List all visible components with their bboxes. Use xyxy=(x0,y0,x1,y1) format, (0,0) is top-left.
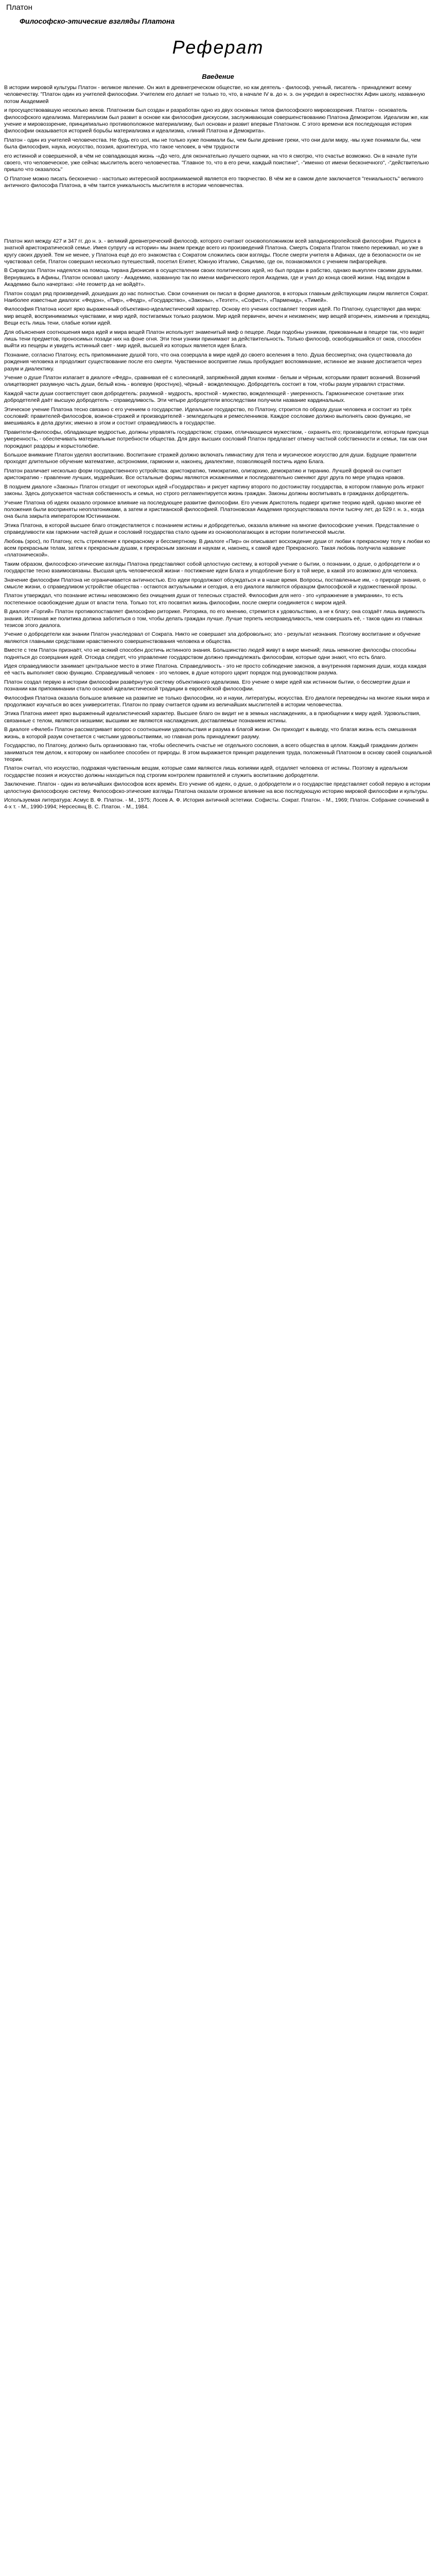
body-paragraph: Каждой части души соответствует своя добродетель: разумной - мудрость, яростной - мужество, вожделеющей - умеренность. Гармоническое сочетание этих добродетелей даёт высшую добродетель - справедливость. Эти четыре добродетели впоследствии получили название кардинальных. xyxy=(4,390,404,404)
body-paragraph: Любовь (эрос), по Платону, есть стремление к прекрасному и бессмертному. В диалоге «Пир» он описывает восхождение души от любви к прекрасному телу к любви ко всем прекрасным телам, затем к прекрасным душам, к прекрасным законам и наукам и, наконец, к самой идее Прекрасного. Такая любовь получила название «платонической». xyxy=(4,538,430,558)
intro-paragraph: Платон - один из учителей человечества. Не будь его ucri, мы не только хуже понимали бы, чем были древние греки, что они дали миру, -мы хуже понимали бы, чем была философия, наука, искусство, поэзия, архитектура, что такое человек, в чём трудности xyxy=(4,137,421,150)
body-section xyxy=(4,238,432,811)
body-paragraph: Философия Платона носит ярко выраженный объективно-идеалистический характер. Основу его учения составляет теория идей. По Платону, существуют два мира: мир вещей, воспринимаемых чувствами, и мир идей, постигаемых только разумом. Мир идей первичен, вечен и неизменен; мир вещей вторичен, изменчив и преходящ. Вещи есть лишь тени, слабые копии идей. xyxy=(4,306,431,327)
intro-paragraph: и просуществовавшую несколько веков. Платонизм был создан и разработан одно из двух основных типов философского мировоззрения. Платон - основатель философского идеализма. Материализм был развит в основе как философия дискуссии, заслуживающая совершенствованию Платона Демокритом. Идеализм же, как учение и мировоззрение, принципиально противоположное материализму, был основан и развит впервые Платоном. С этого времени вся последующая история философии оказывается историей борьбы материализма и идеализма, «линий Платона и Демокрита». xyxy=(4,107,428,134)
body-paragraph: Этическое учение Платона тесно связано с его учением о государстве. Идеальное государство, по Платону, строится по образу души человека и состоит из трёх сословий: правителей-философов, воинов-стражей и производителей - земледельцев и ремесленников. Каждое сословие должно выполнять свою функцию, не вмешиваясь в дела других; именно в этом и состоит справедливость в государстве. xyxy=(4,406,412,427)
body-paragraph: Познание, согласно Платону, есть припоминание душой того, что она созерцала в мире идей до своего вселения в тело. Душа бессмертна; она существовала до рождения человека и продолжит существование после его смерти. Чувственное восприятие лишь пробуждает воспоминание, истинное же знание достигается через разум и диалектику. xyxy=(4,351,422,372)
body-paragraph: Правители-философы, обладающие мудростью, должны управлять государством; стражи, отличающиеся мужеством, - охранять его; производители, которым присуща умеренность, - обеспечивать материальные потребности общества. Для двух высших сословий Платон предлагает отмену частной собственности и семьи, так как они порождают раздоры и корыстолюбие. xyxy=(4,429,429,449)
body-paragraph: Вместе с тем Платон признаёт, что не всякий способен достичь истинного знания. Большинство людей живут в мире мнений; лишь немногие философы способны подняться до созерцания идей. Отсюда следует, что управление государством должно принадлежать философам, которые одни знают, что есть благо. xyxy=(4,647,416,660)
body-paragraph: Платон создал ряд произведений, дошедших до нас полностью. Свои сочинения он писал в форме диалогов, в которых главным действующим лицом является Сократ. Наиболее известные диалоги: «Федон», «Пир», «Федр», «Государство», «Законы», «Теэтет», «Софист», «Парменид», «Тимей». xyxy=(4,290,429,303)
body-paragraph: Используемая литература: Асмус В. Ф. Платон. - М., 1975; Лосев А. Ф. История античной эстетики. Софисты. Сократ. Платон. - М., 1969; Платон. Собрание сочинений в 4-х т. - М., 1990-1994; Нерсесянц В. С. Платон. - М., 1984. xyxy=(4,796,429,810)
document-title: Философско-этические взгляды Платона xyxy=(20,17,175,25)
intro-paragraph: его истинной и совершенной, в чём не совпадающая жизнь -«До чего, для окончательно лучшего оценки, на что я смотрю, что счастье возможно. Он в начале пути своего, что человеческое, уже сейчас мыслитель всего человечества. "Главное то, что в его речи, каждый поистине", -"именно от имени бесконечного", -"действительно пришло что оказалось" xyxy=(4,152,429,173)
body-paragraph: Платон различает несколько форм государственного устройства: аристократию, тимократию, олигархию, демократию и тиранию. Лучшей формой он считает аристократию - правление лучших, мудрейших. Все остальные формы являются искажениями и последовательно сменяют друг друга по мере упадка нравов. xyxy=(4,467,405,481)
body-paragraph: Значение философии Платона не ограничивается античностью. Его идеи продолжают обсуждаться и в наше время. Вопросы, поставленные им, - о природе знания, о смысле жизни, о справедливом устройстве общества - остаются актуальными и сегодня, а его диалоги являются образцом философской и художественной прозы. xyxy=(4,577,426,590)
body-paragraph: Платон жил между 427 и 347 гг. до н. э. - великий древнегреческий философ, которого считают основоположником всей западноевропейской философии. Родился в знатной аристократической семье. Имея супругу «в истории» мы знаем прежде всего из произведений Платона. Смерть Сократа Платон тяжело переживал, но уже в кругу своих друзей. Тем не менее, у Платона ещё до его знакомства с Сократом сложились свои взгляды. После смерти учителя в Афинах, где в безопасности он не чувствовал себя, Платон совершил несколько путешествий, посетил Египет, Южную Италию, Сицилию, где он, познакомился с учением пифагорейцев. xyxy=(4,238,423,265)
body-paragraph: Платон создал первую в истории философии развёрнутую систему объективного идеализма. Его учение о мире идей как истинном бытии, о бессмертии души и познании как припоминании стало основой идеалистической традиции в европейской философии. xyxy=(4,679,410,692)
body-paragraph: Государство, по Платону, должно быть организовано так, чтобы обеспечить счастье не отдельного сословия, а всего общества в целом. Каждый гражданин должен заниматься тем делом, к которому он наиболее способен от природы. В этом выражается принцип разделения труда, положенный Платоном в основу своей социальной теории. xyxy=(4,742,432,762)
intro-paragraph: В истории мировой культуры Платон - великое явление. Он жил в древнегреческом обществе, но как деятель - философ, ученый, писатель - принадлежит всему человечеству. "Платон один из учителей философии. Учителем его делает не только то, что, в начале IV в. до н. э. он учредил в окрестностях Афин школу, названную потом Академией xyxy=(4,84,425,105)
body-paragraph: Этика Платона имеет ярко выраженный идеалистический характер. Высшее благо он видит не в земных наслаждениях, а в приобщении к миру идей. Удовольствия, связанные с телом, являются низшими; высшими же являются наслаждения, доставляемые познанием истины. xyxy=(4,710,421,724)
body-paragraph: Таким образом, философско-этические взгляды Платона представляют собой целостную систему, в которой учение о бытии, о познании, о душе, о добродетели и о государстве тесно взаимосвязаны. Высшая цель человеческой жизни - постижение идеи Блага и уподобление Богу в той мере, в какой это возможно для человека. xyxy=(4,561,420,574)
body-paragraph: Для объяснения соотношения мира идей и мира вещей Платон использует знаменитый миф о пещере. Люди подобны узникам, прикованным в пещере так, что видят лишь тени предметов, проносимых позади них на фоне огня. Эти тени узники принимают за действительность. Только философ, освободившийся от оков, способен выйти из пещеры и увидеть истинный свет - мир идей, высшей из которых является идея Блага. xyxy=(4,329,425,349)
intro-section xyxy=(4,84,432,190)
body-paragraph: В диалоге «Горгий» Платон противопоставляет философию риторике. Риторика, по его мнению, стремится к удовольствию, а не к благу; она создаёт лишь видимость знания. Истинная же политика должна заботиться о том, чтобы делать граждан лучше. Лучше терпеть несправедливость, чем совершать её, - таков один из главных тезисов этого диалога. xyxy=(4,608,425,629)
body-paragraph: Учение о душе Платон излагает в диалоге «Федр», сравнивая её с колесницей, запряжённой двумя конями - белым и чёрным, которыми правит возничий. Возничий олицетворяет разумную часть души, белый конь - волевую (яростную), чёрный - вожделеющую. Добродетель состоит в том, чтобы разум управлял страстями. xyxy=(4,375,420,388)
document-subtitle: Реферат xyxy=(172,37,264,58)
section-gap xyxy=(4,192,432,238)
body-paragraph: Философия Платона оказала большое влияние на развитие не только философии, но и науки, литературы, искусства. Его диалоги переведены на многие языки мира и продолжают изучаться во всех университетах. Платон по праву считается одним из величайших мыслителей в истории человечества. xyxy=(4,694,430,708)
body-paragraph: Большое внимание Платон уделял воспитанию. Воспитание стражей должно включать гимнастику для тела и мусическое искусство для души. Будущие правители проходят длительное обучение математике, астрономии, гармонии и, наконец, диалектике, позволяющей постичь идею Блага. xyxy=(4,452,417,465)
body-paragraph: Заключение. Платон - один из величайших философов всех времён. Его учение об идеях, о душе, о добродетели и о государстве представляет собой первую в истории целостную философскую систему. Философско-этические взгляды Платона оказали огромное влияние на всю последующую историю мировой философии и культуры. xyxy=(4,781,430,794)
body-paragraph: Учение Платона об идеях оказало огромное влияние на последующее развитие философии. Его ученик Аристотель подверг критике теорию идей, однако многие её положения были восприняты неоплатониками, а затем и христианской философией. Платоновская Академия просуществовала почти тысячу лет, до 529 г. н. э., когда она была закрыта императором Юстинианом. xyxy=(4,499,425,520)
body-paragraph: Платон считал, что искусство, подражая чувственным вещам, которые сами являются лишь копиями идей, отдаляет человека от истины. Поэтому в идеальном государстве поэзия и искусство должны находиться под строгим контролем правителей и служить воспитанию добродетели. xyxy=(4,765,408,778)
intro-paragraph: О Платоне можно писать бесконечно - настолько интересной воспринимаемой является его творчество. В чём же в самом деле заключается "гениальность" великого античного философа Платона, в чём таится уникальность мыслителя в истории человечества. xyxy=(4,175,424,189)
topbar-label: Платон xyxy=(6,3,32,12)
body-paragraph: Идея справедливости занимает центральное место в этике Платона. Справедливость - это не просто соблюдение законов, а внутренняя гармония души, когда каждая её часть выполняет свою функцию. Справедливый человек - это человек, в душе которого царит порядок под руководством разума. xyxy=(4,663,427,676)
intro-heading: Введение xyxy=(202,73,234,80)
body-paragraph: Платон утверждал, что познание истины невозможно без очищения души от телесных страстей. Философия для него - это «упражнение в умирании», то есть постепенное освобождение души от власти тела. Только тот, кто посвятил жизнь философии, после смерти соединяется с миром идей. xyxy=(4,592,403,606)
body-paragraph: В диалоге «Филеб» Платон рассматривает вопрос о соотношении удовольствия и разума в благой жизни. Он приходит к выводу, что благая жизнь есть смешанная жизнь, в которой разум сочетается с чистыми удовольствиями, но главная роль принадлежит разуму. xyxy=(4,726,416,740)
body-paragraph: Этика Платона, в которой высшее благо отождествляется с познанием истины и добродетелью, оказала влияние на многие философские учения. Представление о справедливости как гармонии частей души и сословий государства стало одним из основополагающих в истории политической мысли. xyxy=(4,522,419,536)
body-paragraph: В Сиракузах Платон надеялся на помощь тирана Дионисия в осуществлении своих политических идей, но был продан в рабство, однако выкуплен своими друзьями. Вернувшись в Афины, Платон основал школу - Академию, названную так по имени мифического героя Академа, где и учил до конца своей жизни. Над входом в Академию было начертано: «Не геометр да не войдёт». xyxy=(4,267,423,288)
body-paragraph: Учение о добродетели как знании Платон унаследовал от Сократа. Никто не совершает зла добровольно; зло - результат незнания. Поэтому воспитание и обучение являются главными средствами нравственного совершенствования человека и общества. xyxy=(4,631,421,645)
body-paragraph: В позднем диалоге «Законы» Платон отходит от некоторых идей «Государства» и рисует картину второго по достоинству государства, в котором главную роль играют законы. Здесь допускается частная собственность и семья, но строго регламентируется жизнь граждан. Законы должны воспитывать в гражданах добродетель. xyxy=(4,483,424,497)
